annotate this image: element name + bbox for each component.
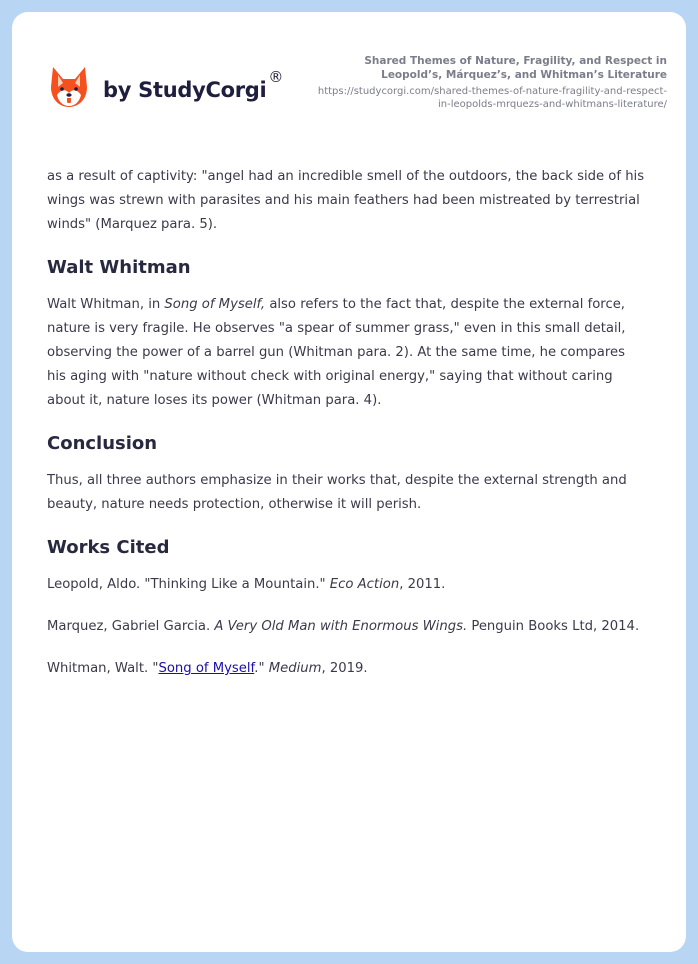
heading-works-cited: Works Cited [47, 537, 170, 558]
conclusion-paragraph: Thus, all three authors emphasize in their works that, despite the external strength and beauty, nature needs protection, otherwise it will perish. [47, 473, 627, 512]
heading-walt-whitman: Walt Whitman [47, 257, 191, 278]
document-url[interactable]: https://studycorgi.com/shared-themes-of-nature-fragility-and-respect-in-leopolds-mrquezs-and-whitmans-literature/ [317, 86, 667, 110]
document-title: Shared Themes of Nature, Fragility, and Respect in Leopold’s, Márquez’s, and Whitman’s Literature [364, 55, 667, 81]
corgi-icon [49, 65, 89, 109]
logo-text: by StudyCorgi® [103, 68, 284, 102]
heading-conclusion: Conclusion [47, 433, 158, 454]
citation-leopold: Leopold, Aldo. "Thinking Like a Mountain." Eco Action, 2011. [47, 577, 446, 592]
whitman-paragraph: Walt Whitman, in Song of Myself, also refers to the fact that, despite the external force, nature is very fragile. He observes "a spear of summer grass," even in this small detail, observing the power of a barrel gun (Whitman para. 2). At the same time, he compares his aging with "nature without check with original energy," saying that without caring about it, nature loses its power (Whitman para. 4). [47, 297, 626, 408]
article-content [47, 165, 647, 699]
studycorgi-logo[interactable] [49, 65, 283, 109]
document-header [317, 54, 667, 111]
citation-marquez: Marquez, Gabriel Garcia. A Very Old Man with Enormous Wings. Penguin Books Ltd, 2014. [47, 619, 640, 634]
song-of-myself-link[interactable]: Song of Myself [158, 661, 255, 676]
citation-whitman: Whitman, Walt. "Song of Myself." Medium, 2019. [47, 661, 368, 676]
intro-paragraph: as a result of captivity: "angel had an incredible smell of the outdoors, the back side of his wings was strewn with parasites and his main feathers had been mistreated by terrestrial winds" (Marquez para. 5). [47, 169, 645, 232]
